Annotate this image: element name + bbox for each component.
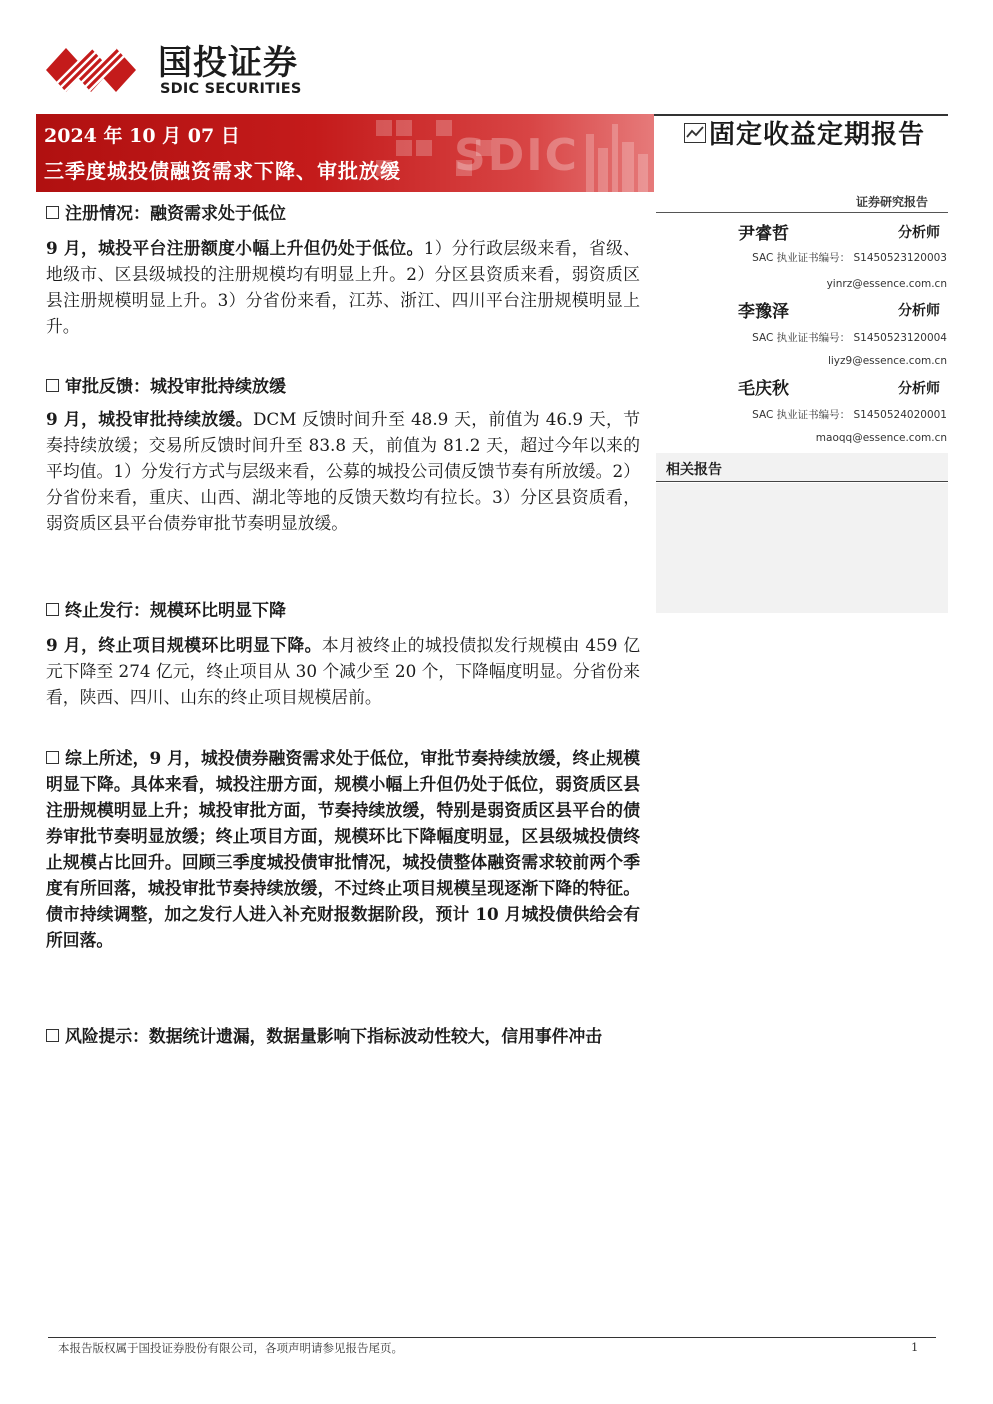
analyst-name: 尹睿哲 bbox=[738, 224, 789, 244]
analyst-role: 分析师 bbox=[898, 381, 940, 397]
report-subtype-rule bbox=[656, 212, 948, 213]
list-bullet-icon bbox=[46, 206, 59, 219]
section-lead: 9 月，城投审批持续放缓。 bbox=[46, 409, 253, 429]
logo-name-en: SDIC SECURITIES bbox=[160, 81, 302, 97]
report-type bbox=[684, 119, 925, 151]
report-type-label: 固定收益定期报告 bbox=[709, 120, 926, 150]
list-bullet-icon bbox=[46, 379, 59, 392]
summary-paragraph: 综上所述，9 月，城投债券融资需求处于低位，审批节奏持续放缓，终止规模明显下降。具体来看，城投注册方面，规模小幅上升但仍处于低位，弱资质区县注册规模明显上升；城投审批方面，节奏持续放缓，特别是弱资质区县平台的债券审批节奏明显放缓；终止项目方面，规模环比下降幅度明显，区县级城投债终止规模占比回升。回顾三季度城投债审批情况，城投债整体融资需求较前两个季度有所回落，城投审批节奏持续放缓，不过终止项目规模呈现逐渐下降的特征。债市持续调整，加之发行人进入补充财报数据阶段，预计 10 月城投债供给会有所回落。 bbox=[46, 748, 640, 950]
chart-icon bbox=[684, 123, 706, 143]
analyst-name: 李豫泽 bbox=[738, 302, 789, 322]
related-reports-label: 相关报告 bbox=[666, 462, 722, 478]
section-heading-termination: 终止发行：规模环比明显下降 bbox=[46, 600, 286, 622]
list-bullet-icon bbox=[46, 751, 59, 764]
analyst-email[interactable]: liyz9@essence.com.cn bbox=[827, 355, 947, 367]
section-body-approval bbox=[46, 406, 640, 536]
report-banner bbox=[36, 114, 654, 192]
section-lead: 9 月，城投平台注册额度小幅上升但仍处于低位。 bbox=[46, 238, 424, 258]
section-lead: 9 月，终止项目规模环比明显下降。 bbox=[46, 635, 322, 655]
risk-warning: 风险提示：数据统计遗漏，数据量影响下指标波动性较大，信用事件冲击 bbox=[46, 1023, 640, 1049]
analyst-cert: SAC 执业证书编号： S1450523120003 bbox=[752, 252, 947, 264]
report-subtype: 证券研究报告 bbox=[856, 195, 929, 209]
report-type-top-rule bbox=[654, 114, 948, 116]
section-text: DCM 反馈时间升至 48.9 天，前值为 46.9 天，节奏持续放缓；交易所反馈时间升至 83.8 天，前值为 81.2 天，超过今年以来的平均值。1）分发行方式与层级来看，公募的城投公司债反馈节奏有所放缓。2）分省份来看，重庆、山西、湖北等地的反馈天数均有拉长。3）分区县资质看，弱资质区县平台债券审批节奏明显放缓。 bbox=[46, 409, 640, 533]
section-body-registration bbox=[46, 235, 640, 339]
analyst-cert: SAC 执业证书编号： S1450523120004 bbox=[752, 332, 947, 344]
list-bullet-icon bbox=[46, 603, 59, 616]
section-body-termination bbox=[46, 632, 640, 710]
analyst-role: 分析师 bbox=[898, 303, 940, 319]
section-text: 1）分行政层级来看，省级、地级市、区县级城投的注册规模均有明显上升。2）分区县资质来看，弱资质区县注册规模明显上升。3）分省份来看，江苏、浙江、四川平台注册规模明显上升。 bbox=[46, 238, 640, 336]
analyst-role: 分析师 bbox=[898, 225, 940, 241]
analyst-email[interactable]: yinrz@essence.com.cn bbox=[826, 278, 947, 290]
banner-watermark: SDIC bbox=[454, 130, 579, 181]
footer-rule bbox=[48, 1337, 936, 1338]
page-number: 1 bbox=[911, 1340, 919, 1354]
logo-name-cn: 国投证券 bbox=[158, 43, 298, 83]
analyst-name: 毛庆秋 bbox=[738, 379, 789, 399]
analyst-cert: SAC 执业证书编号： S1450524020001 bbox=[752, 409, 947, 421]
report-title: 三季度城投债融资需求下降、审批放缓 bbox=[44, 159, 401, 183]
section-heading-registration: 注册情况：融资需求处于低位 bbox=[46, 203, 286, 225]
section-text: 本月被终止的城投债拟发行规模由 459 亿元下降至 274 亿元，终止项目从 30 个减少至 20 个，下降幅度明显。分省份来看，陕西、四川、山东的终止项目规模居前。 bbox=[46, 635, 640, 707]
related-reports-list bbox=[656, 483, 948, 613]
section-heading-approval: 审批反馈：城投审批持续放缓 bbox=[46, 376, 286, 398]
sdic-logo-icon bbox=[44, 44, 138, 96]
list-bullet-icon bbox=[46, 1029, 59, 1042]
report-date: 2024 年 10 月 07 日 bbox=[44, 125, 240, 147]
analyst-email[interactable]: maoqq@essence.com.cn bbox=[815, 432, 947, 444]
footer-disclaimer: 本报告版权属于国投证券股份有限公司，各项声明请参见报告尾页。 bbox=[58, 1341, 403, 1355]
